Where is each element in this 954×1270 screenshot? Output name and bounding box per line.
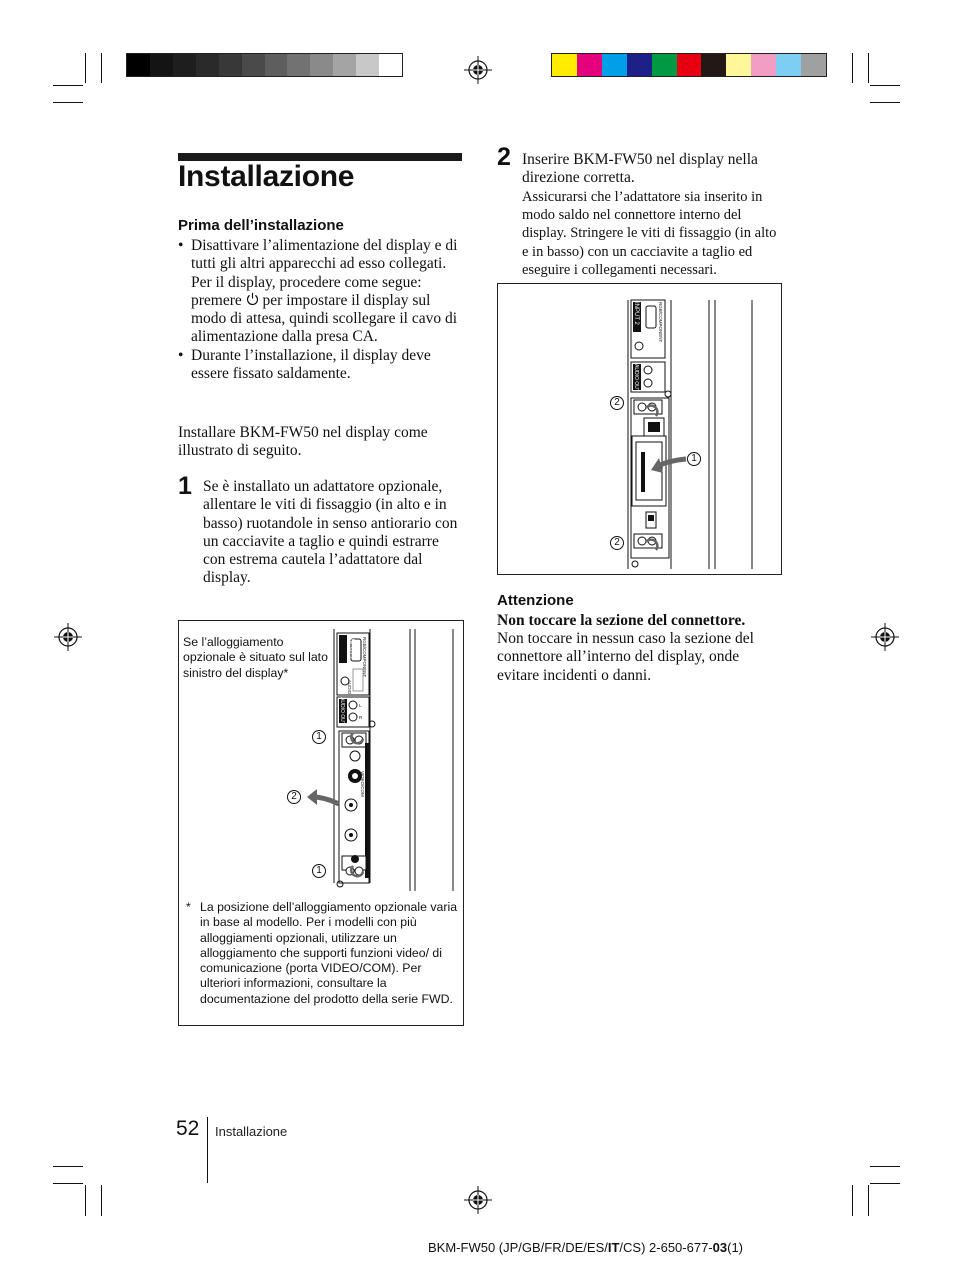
panel-label-rgb: RGB/COMPONENT bbox=[658, 302, 663, 343]
footnote-mark: * bbox=[186, 900, 191, 914]
adapter-insertion-illustration bbox=[498, 284, 783, 576]
callout-2: 2 bbox=[287, 790, 301, 804]
callout-1-bottom: 1 bbox=[312, 864, 326, 878]
bullet-item: • Durante l’installazione, il display deve essere fissato saldamente. bbox=[178, 347, 460, 384]
gray-swatch bbox=[379, 54, 402, 76]
color-swatch bbox=[726, 54, 751, 76]
panel-label-input2: INPUT 2 bbox=[633, 302, 639, 325]
step-2-number: 2 bbox=[497, 143, 511, 171]
callout-2-bottom: 2 bbox=[610, 536, 624, 550]
gray-swatch bbox=[150, 54, 173, 76]
callout-1-top: 1 bbox=[312, 730, 326, 744]
panel-label-group bbox=[338, 635, 370, 697]
document-id: BKM-FW50 (JP/GB/FR/DE/ES/IT/CS) 2-650-677-03(1) bbox=[428, 1240, 743, 1255]
gray-swatch bbox=[333, 54, 356, 76]
grayscale-registration-bar bbox=[126, 53, 403, 77]
color-swatch bbox=[577, 54, 602, 76]
color-swatch bbox=[751, 54, 776, 76]
option-slot-left-illustration bbox=[179, 621, 465, 891]
page-number: 52 bbox=[176, 1117, 200, 1140]
running-footer: Installazione bbox=[215, 1124, 288, 1139]
gray-swatch bbox=[242, 54, 265, 76]
gray-swatch bbox=[196, 54, 219, 76]
figure-1-caption: Se l’alloggiamento opzionale è situato sul lato sinistro del display* bbox=[183, 635, 328, 680]
panel-label-rgb: RGB/COMPONENT bbox=[362, 637, 367, 678]
step-1-number: 1 bbox=[178, 472, 192, 500]
panel-label-input2: INPUT 2 bbox=[348, 637, 354, 660]
caution-heading: Attenzione bbox=[497, 592, 574, 609]
callout-2-top: 2 bbox=[610, 396, 624, 410]
footer-divider bbox=[207, 1117, 208, 1183]
preinstall-bullets bbox=[178, 237, 460, 383]
gray-swatch bbox=[265, 54, 288, 76]
color-swatch bbox=[627, 54, 652, 76]
registration-target-icon bbox=[53, 622, 83, 652]
step-1-text: Se è installato un adattatore opzionale, allentare le viti di fissaggio (in alto e in basso) ruotandole in senso antiorario con un cacciavite a taglio e quindi estrarre con estrema cautela l’adattatore dal display. bbox=[203, 478, 458, 587]
panel-label-video-com: VIDEO/COM bbox=[360, 771, 365, 797]
registration-target-icon bbox=[870, 622, 900, 652]
panel-label-audio-out: AUDIO OUT bbox=[339, 697, 345, 725]
section-heading-prima: Prima dell’installazione bbox=[178, 217, 344, 234]
color-swatch bbox=[776, 54, 801, 76]
gray-swatch bbox=[287, 54, 310, 76]
step-2-detail: Assicurarsi che l’adattatore sia inserito in modo saldo nel connettore interno del display. Stringere le viti di fissaggio (in alto e in basso) con un cacciavite a taglio ed eseguire i collegamenti necessari. bbox=[522, 189, 777, 278]
color-swatch bbox=[677, 54, 702, 76]
gray-swatch bbox=[310, 54, 333, 76]
figure-1-box bbox=[178, 620, 464, 1026]
gray-swatch bbox=[219, 54, 242, 76]
figure-2-box bbox=[497, 283, 782, 575]
panel-label-l: L bbox=[359, 703, 362, 708]
page-title: Installazione bbox=[178, 160, 355, 193]
callout-1: 1 bbox=[687, 452, 701, 466]
step-2-lead: Inserire BKM-FW50 nel display nella direzione corretta. bbox=[522, 151, 758, 187]
registration-target-icon bbox=[463, 1185, 493, 1215]
panel-label-r: R bbox=[359, 715, 363, 720]
color-registration-bar bbox=[551, 53, 827, 77]
bullet-item: • Disattivare l’alimentazione del display e di tutti gli altri apparecchi ad esso collegati. Per il display, procedere come segue: premere per impostare il display sul modo di attesa, quindi scollegare il cavo di alimentazione dalla presa CA. bbox=[178, 237, 460, 347]
registration-target-icon bbox=[463, 55, 493, 85]
color-swatch bbox=[552, 54, 577, 76]
gray-swatch bbox=[173, 54, 196, 76]
color-swatch bbox=[652, 54, 677, 76]
color-swatch bbox=[602, 54, 627, 76]
gray-swatch bbox=[356, 54, 379, 76]
color-swatch bbox=[701, 54, 726, 76]
caution-bold: Non toccare la sezione del connettore. bbox=[497, 612, 746, 629]
power-icon bbox=[246, 292, 259, 306]
panel-label-audio: AUDIO bbox=[347, 680, 352, 695]
figure-1-footnote: La posizione dell’alloggiamento opzionale varia in base al modello. Per i modelli con più alloggiamenti opzionali, utilizzare un alloggiamento che supporti funzioni video/ di comunicazione (porta VIDEO/COM). Per ulteriori informazioni, consultare la documentazione del prodotto della serie FWD. bbox=[200, 900, 458, 1006]
gray-swatch bbox=[127, 54, 150, 76]
install-intro: Installare BKM-FW50 nel display come illustrato di seguito. bbox=[178, 424, 428, 460]
color-swatch bbox=[801, 54, 826, 76]
panel-label-audio-out: AUDIO OUT bbox=[633, 364, 639, 392]
caution-text: Non toccare in nessun caso la sezione del connettore all’interno del display, onde evitare incidenti o danni. bbox=[497, 630, 754, 684]
